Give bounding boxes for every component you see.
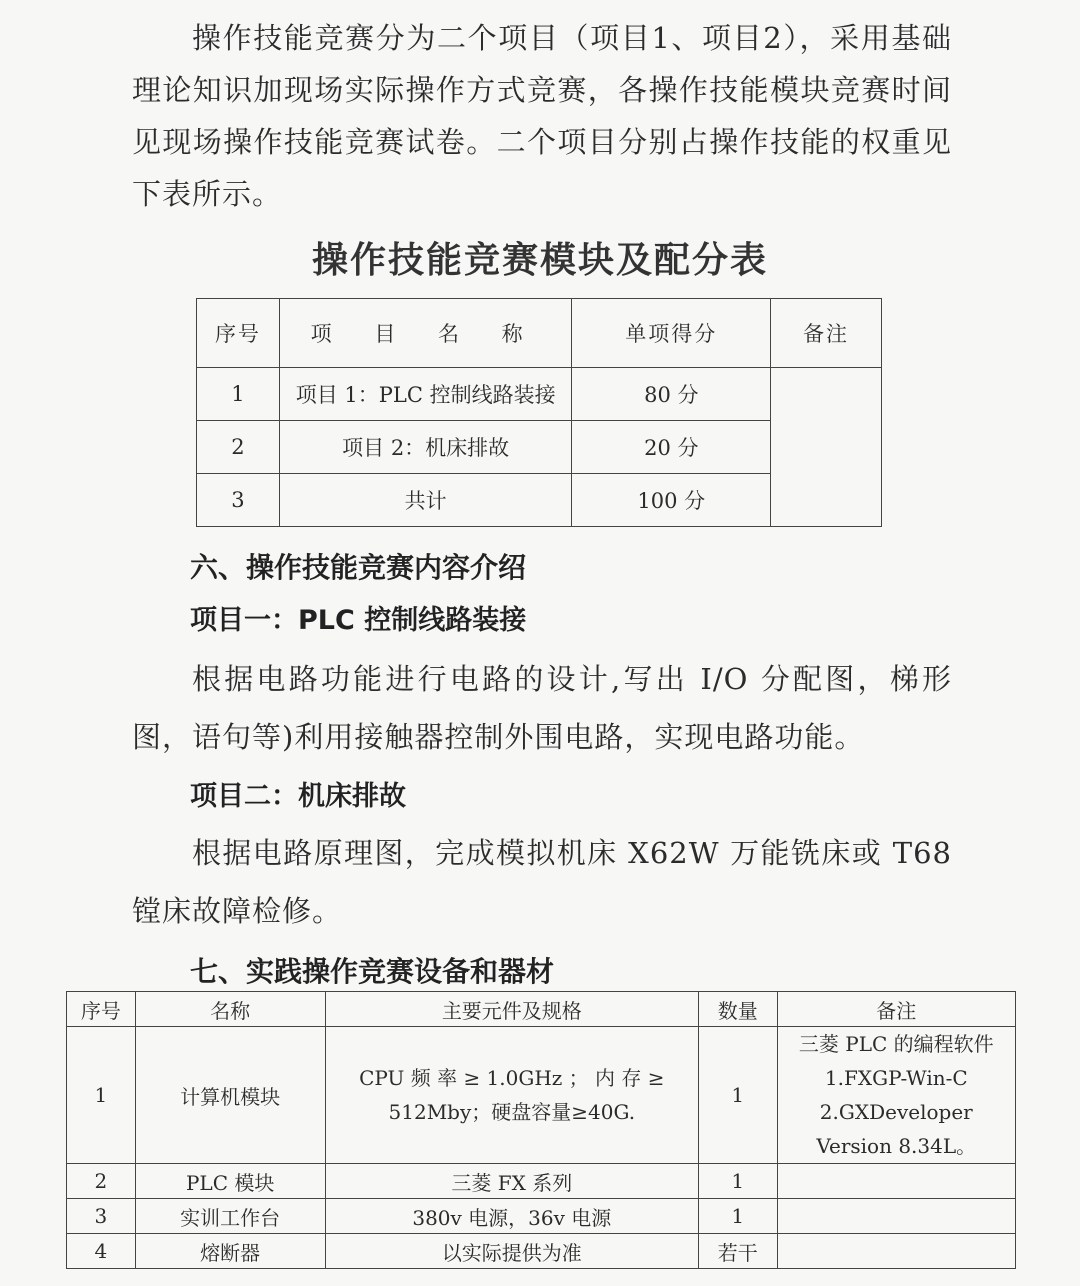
col-header: 序号 xyxy=(197,299,280,368)
row-no: 1 xyxy=(67,1027,136,1164)
row-name: 项目 1：PLC 控制线路装接 xyxy=(279,368,572,421)
row-spec: 380v 电源，36v 电源 xyxy=(325,1199,698,1234)
row-name: 共计 xyxy=(279,474,572,527)
row-name: 实训工作台 xyxy=(135,1199,325,1234)
table-row xyxy=(67,1164,1016,1199)
col-header: 名称 xyxy=(135,992,325,1027)
row-name: 项目 2：机床排故 xyxy=(279,421,572,474)
table-row xyxy=(67,1027,1016,1164)
row-no: 1 xyxy=(197,368,280,421)
spec-line: CPU 频 率 ≥ 1.0GHz ； 内 存 ≥ xyxy=(359,1066,665,1090)
row-score: 80 分 xyxy=(572,368,771,421)
row-score: 100 分 xyxy=(572,474,771,527)
row-name: PLC 模块 xyxy=(135,1164,325,1199)
table1-title: 操作技能竞赛模块及配分表 xyxy=(311,239,768,281)
table-row xyxy=(67,1199,1016,1234)
col-header: 备注 xyxy=(777,992,1015,1027)
item1-text: 根据电路功能进行电路的设计,写出 I/O 分配图，梯形图，语句等)利用接触器控制外围电路，实现电路功能。 xyxy=(132,662,952,754)
row-score: 20 分 xyxy=(572,421,771,474)
row-qty: 1 xyxy=(698,1164,777,1199)
col-header: 项 目 名 称 xyxy=(279,299,572,368)
note-line: 1.FXGP-Win-C xyxy=(824,1066,968,1090)
section7-heading: 七、实践操作竞赛设备和器材 xyxy=(190,955,555,988)
col-header: 数量 xyxy=(698,992,777,1027)
row-note xyxy=(777,1199,1015,1234)
row-note xyxy=(777,1027,1015,1164)
row-qty: 若干 xyxy=(698,1234,777,1269)
col-header: 主要元件及规格 xyxy=(325,992,698,1027)
score-table xyxy=(196,298,882,527)
intro-paragraph: 操作技能竞赛分为二个项目（项目1、项目2），采用基础理论知识加现场实际操作方式竞赛，各操作技能模块竞赛时间见现场操作技能竞赛试卷。二个项目分别占操作技能的权重见下表所示。 xyxy=(132,21,952,211)
row-no: 3 xyxy=(67,1199,136,1234)
remarks-cell xyxy=(771,368,882,527)
table-header-row xyxy=(67,992,1016,1027)
row-qty: 1 xyxy=(698,1199,777,1234)
row-spec: 以实际提供为准 xyxy=(325,1234,698,1269)
row-no: 4 xyxy=(67,1234,136,1269)
col-header: 备注 xyxy=(771,299,882,368)
section6-heading: 六、操作技能竞赛内容介绍 xyxy=(190,551,527,584)
row-note xyxy=(777,1164,1015,1199)
row-no: 2 xyxy=(67,1164,136,1199)
row-spec: 三菱 FX 系列 xyxy=(325,1164,698,1199)
row-no: 3 xyxy=(197,474,280,527)
spec-line: 512Mby；硬盘容量≥40G. xyxy=(388,1100,636,1124)
col-header: 单项得分 xyxy=(572,299,771,368)
row-note xyxy=(777,1234,1015,1269)
col-header: 序号 xyxy=(67,992,136,1027)
item2-heading: 项目二：机床排故 xyxy=(190,781,406,812)
note-line: 三菱 PLC 的编程软件 xyxy=(798,1032,994,1056)
row-name: 计算机模块 xyxy=(135,1027,325,1164)
row-no: 2 xyxy=(197,421,280,474)
item1-heading: 项目一：PLC 控制线路装接 xyxy=(190,605,527,636)
table-row xyxy=(67,1234,1016,1269)
row-name: 熔断器 xyxy=(135,1234,325,1269)
row-spec xyxy=(325,1027,698,1164)
row-qty: 1 xyxy=(698,1027,777,1164)
table-header-row xyxy=(197,299,882,368)
note-line: Version 8.34L。 xyxy=(816,1134,977,1158)
equipment-table xyxy=(66,991,1016,1269)
table-row xyxy=(197,368,882,421)
note-line: 2.GXDeveloper xyxy=(819,1100,973,1124)
item2-text: 根据电路原理图，完成模拟机床 X62W 万能铣床或 T68 镗床故障检修。 xyxy=(132,836,952,928)
